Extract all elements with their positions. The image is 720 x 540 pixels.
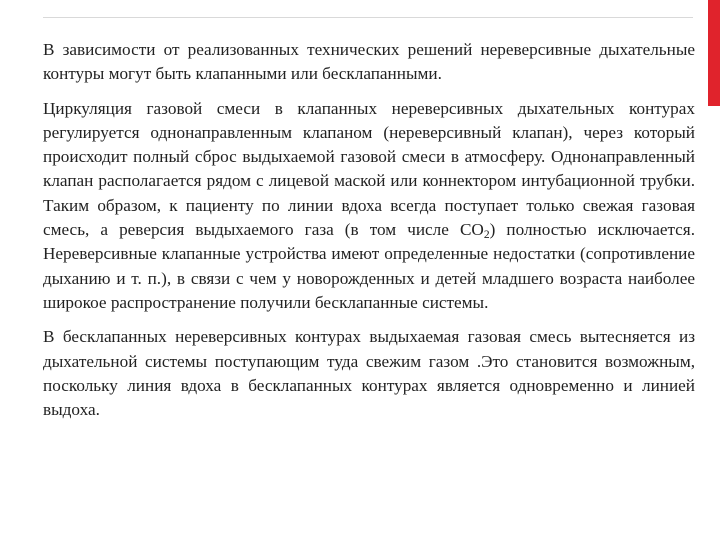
paragraph-valve-circuits-part-1: Циркуляция газовой смеси в клапанных нереверсивных дыхательных контурах регулируется однонаправленным клапаном (нереверсивный клапан), через который происходит полный сброс выдыхаемой газовой смеси в атмосферу. Однонаправленный клапан располагается рядом с лицевой маской или коннектором интубационной трубки. Таким образом, к пациенту по линии вдоха всегда поступает только свежая газовая смесь, а реверсия выдыхаемого газа (в том числе: [43, 98, 695, 240]
top-divider: [43, 17, 693, 18]
slide-body-text: [43, 38, 695, 422]
paragraph-valve-circuits: [43, 97, 695, 316]
paragraph-intro: В зависимости от реализованных технических решений нереверсивные дыхательные контуры могут быть клапанными или бесклапанными.: [43, 40, 695, 84]
co2-subscript: 2: [483, 229, 490, 242]
paragraph-valveless-circuits: В бесклапанных нереверсивных контурах выдыхаемая газовая смесь вытесняется из дыхательной системы поступающим туда свежим газом .Это становится возможным, поскольку линия вдоха в бесклапанных контурах является одновременно и линией выдоха.: [43, 327, 695, 420]
co2-base: CO: [459, 220, 484, 240]
accent-bar: [708, 0, 720, 106]
paragraph-valve-circuits-part-2: ) полностью исключается. Нереверсивные клапанные устройства имеют определенные недостатки (сопротивление дыханию и т. п.), в связи с чем у новорожденных и детей младшего возраста наиболее широкое распространение получили бесклапанные системы.: [43, 220, 696, 312]
co2-formula: [459, 220, 490, 242]
